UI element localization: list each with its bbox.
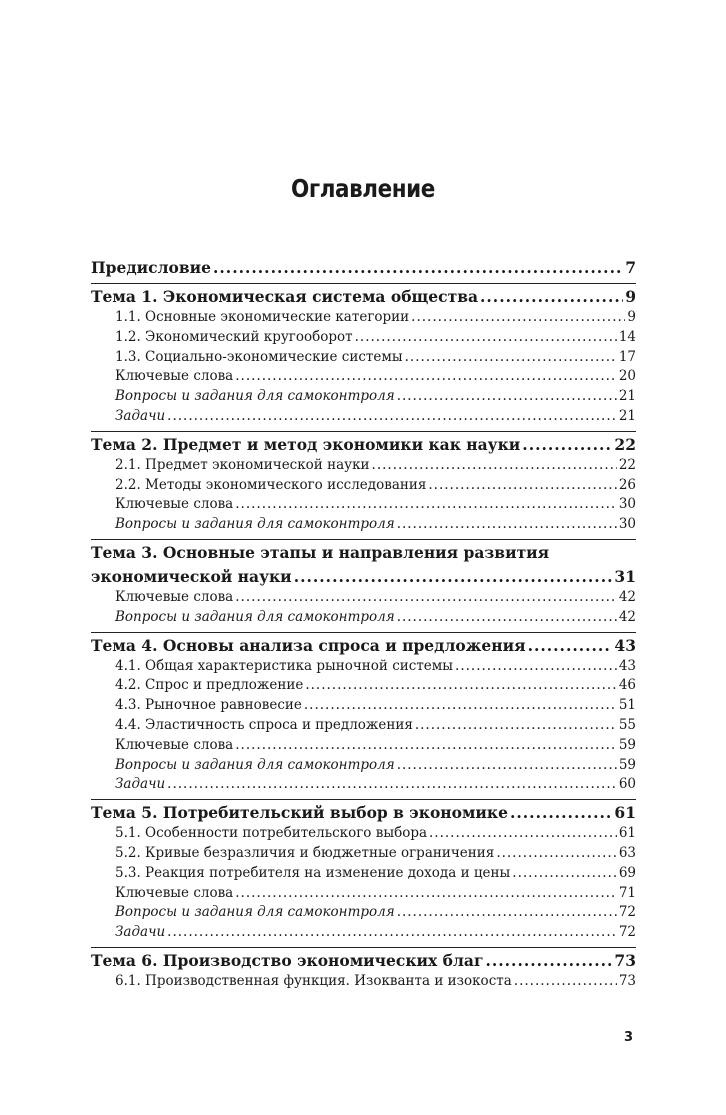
- entry-title: Задачи: [115, 924, 166, 941]
- toc-section: [91, 283, 636, 427]
- toc-entry-sub[interactable]: [91, 588, 636, 608]
- toc-entry-sub[interactable]: [91, 844, 636, 864]
- toc-entry-sub[interactable]: [91, 328, 636, 348]
- entry-title: 4.1. Общая характеристика рыночной системы: [115, 657, 454, 674]
- entry-page: 55: [618, 716, 636, 733]
- entry-page: 7: [625, 258, 636, 277]
- section-title-line: Тема 3. Основные этапы и направления развития: [91, 542, 550, 562]
- toc-entry-sub[interactable]: [91, 407, 636, 427]
- entry-page: 63: [618, 844, 636, 861]
- toc-entry-sub[interactable]: [91, 756, 636, 776]
- toc-entry-main[interactable]: [91, 255, 636, 279]
- page-number: 3: [623, 1030, 633, 1045]
- entry-title: 2.1. Предмет экономической науки: [115, 456, 370, 473]
- entry-page: 46: [618, 677, 636, 694]
- entry-page: 42: [618, 608, 636, 625]
- entry-title: Тема 6. Производство экономических благ: [91, 950, 484, 970]
- toc-entry-sub[interactable]: [91, 608, 636, 628]
- entry-page: 22: [614, 434, 636, 454]
- entry-page: 51: [618, 697, 636, 714]
- dot-leader: [167, 923, 617, 943]
- entry-page: 73: [614, 950, 636, 970]
- entry-title: Ключевые слова: [115, 588, 234, 605]
- dot-leader: [428, 476, 616, 496]
- dot-leader: [415, 716, 617, 736]
- dot-leader: [522, 433, 612, 456]
- toc-entry-sub[interactable]: [91, 387, 636, 407]
- toc-entry-sub[interactable]: [91, 696, 636, 716]
- toc-entry-sub[interactable]: [91, 884, 636, 904]
- dot-leader: [510, 801, 612, 824]
- table-of-contents: [91, 255, 636, 992]
- entry-page: 72: [618, 904, 636, 921]
- entry-title: 2.2. Методы экономического исследования: [115, 476, 427, 493]
- dot-leader: [514, 972, 617, 992]
- dot-leader: [480, 285, 623, 308]
- entry-title: Задачи: [115, 407, 166, 424]
- entry-title: Ключевые слова: [115, 368, 234, 385]
- dot-leader: [213, 256, 623, 279]
- entry-page: 72: [618, 924, 636, 941]
- entry-title: Предисловие: [91, 258, 211, 277]
- toc-entry-sub[interactable]: [91, 903, 636, 923]
- page-title: Оглавление: [291, 174, 435, 203]
- toc-entry-main[interactable]: [91, 284, 636, 308]
- dot-leader: [235, 884, 617, 904]
- dot-leader: [235, 736, 617, 756]
- entry-page: 22: [618, 456, 636, 473]
- dot-leader: [411, 308, 625, 328]
- dot-leader: [294, 565, 613, 588]
- dot-leader: [512, 864, 617, 884]
- entry-page: 20: [618, 368, 636, 385]
- toc-entry-main[interactable]: [91, 633, 636, 657]
- dot-leader: [455, 657, 617, 677]
- entry-page: 71: [618, 884, 636, 901]
- toc-entry-sub[interactable]: [91, 367, 636, 387]
- entry-page: 9: [627, 309, 636, 325]
- dot-leader: [304, 696, 617, 716]
- entry-page: 31: [614, 566, 636, 586]
- dot-leader: [397, 515, 617, 535]
- entry-title: Вопросы и задания для самоконтроля: [115, 756, 395, 773]
- entry-title: 5.3. Реакция потребителя на изменение дохода и цены: [115, 864, 511, 881]
- toc-entry-sub[interactable]: [91, 348, 636, 368]
- entry-title: Вопросы и задания для самоконтроля: [115, 608, 395, 625]
- entry-page: 30: [618, 496, 636, 513]
- toc-entry-main[interactable]: [91, 432, 636, 456]
- toc-entry-sub[interactable]: [91, 676, 636, 696]
- entry-title: Тема 4. Основы анализа спроса и предложения: [91, 635, 526, 655]
- toc-entry-sub[interactable]: [91, 923, 636, 943]
- dot-leader: [235, 588, 617, 608]
- dot-leader: [167, 775, 617, 795]
- entry-title: Ключевые слова: [115, 736, 234, 753]
- entry-page: 73: [618, 972, 636, 989]
- entry-title: Ключевые слова: [115, 884, 234, 901]
- entry-title: Задачи: [115, 776, 166, 793]
- entry-title: Ключевые слова: [115, 496, 234, 513]
- entry-title: Тема 5. Потребительский выбор в экономике: [91, 803, 508, 823]
- entry-page: 43: [614, 635, 636, 655]
- toc-entry-sub[interactable]: [91, 775, 636, 795]
- entry-title: Вопросы и задания для самоконтроля: [115, 904, 395, 921]
- entry-page: 59: [618, 756, 636, 773]
- toc-entry-sub[interactable]: [91, 736, 636, 756]
- dot-leader: [167, 407, 617, 427]
- toc-entry-sub[interactable]: [91, 456, 636, 476]
- toc-entry-sub[interactable]: [91, 864, 636, 884]
- entry-title: Вопросы и задания для самоконтроля: [115, 516, 395, 533]
- dot-leader: [397, 756, 617, 776]
- entry-page: 26: [618, 476, 636, 493]
- entry-title: 4.2. Спрос и предложение: [115, 677, 304, 694]
- dot-leader: [397, 608, 617, 628]
- dot-leader: [429, 824, 617, 844]
- entry-title: 1.3. Социально-экономические системы: [115, 348, 403, 365]
- dot-leader: [372, 456, 617, 476]
- entry-page: 21: [618, 388, 636, 405]
- entry-title: 6.1. Производственная функция. Изокванта и изокоста: [115, 972, 512, 989]
- entry-title: 1.2. Экономический кругооборот: [115, 328, 353, 345]
- entry-title: Тема 1. Экономическая система общества: [91, 287, 479, 306]
- entry-title: 5.1. Особенности потребительского выбора: [115, 825, 428, 842]
- toc-section: [91, 947, 636, 992]
- entry-title: 1.1. Основные экономические категории: [115, 309, 410, 325]
- dot-leader: [235, 367, 617, 387]
- entry-page: 61: [614, 803, 636, 823]
- entry-page: 59: [618, 736, 636, 753]
- dot-leader: [528, 634, 613, 657]
- dot-leader: [397, 903, 617, 923]
- toc-entry-sub[interactable]: [91, 824, 636, 844]
- toc-section: [91, 255, 636, 279]
- entry-page: 43: [618, 657, 636, 674]
- entry-page: 14: [618, 328, 636, 345]
- dot-leader: [235, 495, 617, 515]
- toc-entry-sub[interactable]: [91, 515, 636, 535]
- toc-section: [91, 799, 636, 943]
- entry-page: 17: [618, 348, 636, 365]
- dot-leader: [397, 387, 617, 407]
- dot-leader: [485, 949, 612, 972]
- toc-entry-sub[interactable]: [91, 476, 636, 496]
- dot-leader: [305, 676, 616, 696]
- dot-leader: [496, 844, 617, 864]
- entry-page: 60: [618, 776, 636, 793]
- entry-page: 61: [618, 825, 636, 842]
- toc-entry-sub[interactable]: [91, 308, 636, 328]
- entry-page: 21: [618, 407, 636, 424]
- toc-section: [91, 431, 636, 535]
- entry-title: экономической науки: [91, 566, 292, 586]
- entry-title: Тема 2. Предмет и метод экономики как науки: [91, 434, 521, 454]
- entry-page: 9: [625, 287, 636, 306]
- entry-title: Вопросы и задания для самоконтроля: [115, 388, 395, 405]
- entry-page: 69: [618, 864, 636, 881]
- toc-entry-sub[interactable]: [91, 495, 636, 515]
- entry-title: 4.4. Эластичность спроса и предложения: [115, 716, 413, 733]
- toc-section: [91, 539, 636, 628]
- toc-entry-sub[interactable]: [91, 972, 636, 992]
- entry-page: 30: [618, 516, 636, 533]
- toc-section: [91, 632, 636, 796]
- toc-entry-main[interactable]: [91, 948, 636, 972]
- toc-entry-sub[interactable]: [91, 716, 636, 736]
- toc-entry-main[interactable]: [91, 564, 636, 588]
- toc-entry-sub[interactable]: [91, 657, 636, 677]
- dot-leader: [355, 328, 617, 348]
- entry-title: 5.2. Кривые безразличия и бюджетные ограничения: [115, 844, 495, 861]
- toc-entry-main[interactable]: [91, 800, 636, 824]
- dot-leader: [405, 348, 617, 368]
- entry-page: 42: [618, 588, 636, 605]
- entry-title: 4.3. Рыночное равновесие: [115, 697, 302, 714]
